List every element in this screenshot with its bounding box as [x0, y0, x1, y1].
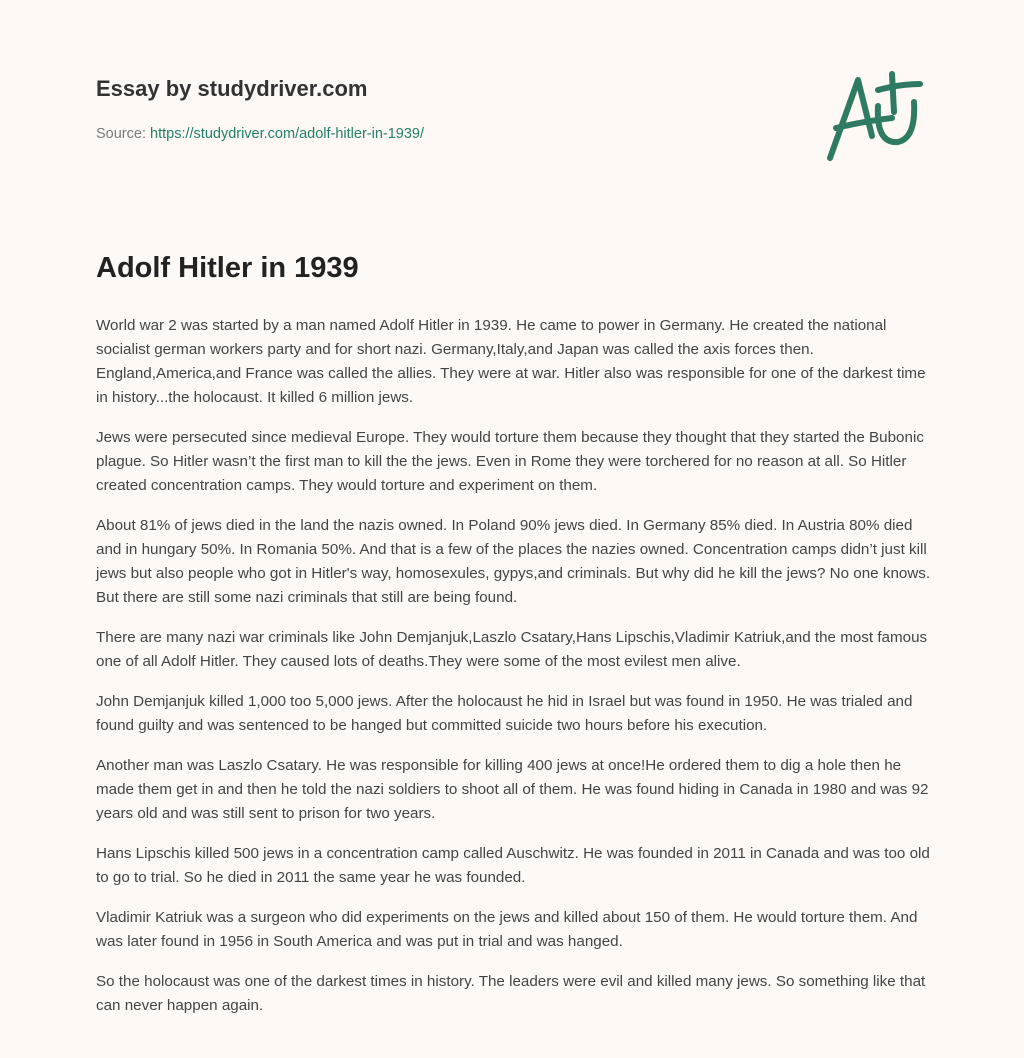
- essay-title: Adolf Hitler in 1939: [96, 252, 359, 284]
- paragraph: About 81% of jews died in the land the nazis owned. In Poland 90% jews died. In Germany 85% died. In Austria 80% died and in hungary 50%. In Romania 50%. And that is a few of the places the nazies owned. Concentration camps didn’t just kill jews but also people who got in Hitler's way, homosexules, gypys,and criminals. But why did he kill the jews? No one knows. But there are still some nazi criminals that still are being found.: [96, 517, 931, 606]
- paragraph: So the holocaust was one of the darkest times in history. The leaders were evil and killed many jews. So something like that can never happen again.: [96, 973, 926, 1014]
- essay-header: [96, 76, 424, 142]
- source-link[interactable]: https://studydriver.com/adolf-hitler-in-1939/: [150, 126, 425, 142]
- source-label: Source:: [96, 126, 146, 142]
- paragraph: Vladimir Katriuk was a surgeon who did experiments on the jews and killed about 150 of them. He would torture them. And was later found in 1956 in South America and was put in trial and was hanged.: [96, 909, 918, 950]
- paragraph: Another man was Laszlo Csatary. He was responsible for killing 400 jews at once!He ordered them to dig a hole then he made them get in and then he told the nazi soldiers to shoot all of them. He was found hiding in Canada in 1980 and was 92 years old and was still sent to prison for two years.: [96, 757, 929, 822]
- paragraph: There are many nazi war criminals like John Demjanjuk,Laszlo Csatary,Hans Lipschis,Vladimir Katriuk,and the most famous one of all Adolf Hitler. They caused lots of deaths.They were some of the most evilest men alive.: [96, 629, 928, 670]
- paragraph: Hans Lipschis killed 500 jews in a concentration camp called Auschwitz. He was founded in 2011 in Canada and was too old to go to trial. So he died in 2011 the same year he was founded.: [96, 845, 930, 886]
- essay-body: [96, 314, 936, 1034]
- brand-title: Essay by studydriver.com: [96, 76, 368, 101]
- paragraph: John Demjanjuk killed 1,000 too 5,000 jews. After the holocaust he hid in Israel but was found in 1950. He was trialed and found guilty and was sentenced to be hanged but committed suicide two hours before his execution.: [96, 693, 913, 734]
- source-line: [96, 126, 424, 142]
- paragraph: World war 2 was started by a man named Adolf Hitler in 1939. He came to power in Germany. He created the national socialist german workers party and for short nazi. Germany,Italy,and Japan was called the axis forces then. England,America,and France was called the allies. They were at war. Hitler also was responsible for one of the darkest time in history...the holocaust. It killed 6 million jews.: [96, 317, 926, 406]
- paragraph: Jews were persecuted since medieval Europe. They would torture them because they thought that they started the Bubonic plague. So Hitler wasn’t the first man to kill the the jews. Even in Rome they were torchered for no reason at all. So Hitler created concentration camps. They would torture and experiment on them.: [96, 429, 924, 494]
- a-plus-logo-icon: [820, 66, 930, 166]
